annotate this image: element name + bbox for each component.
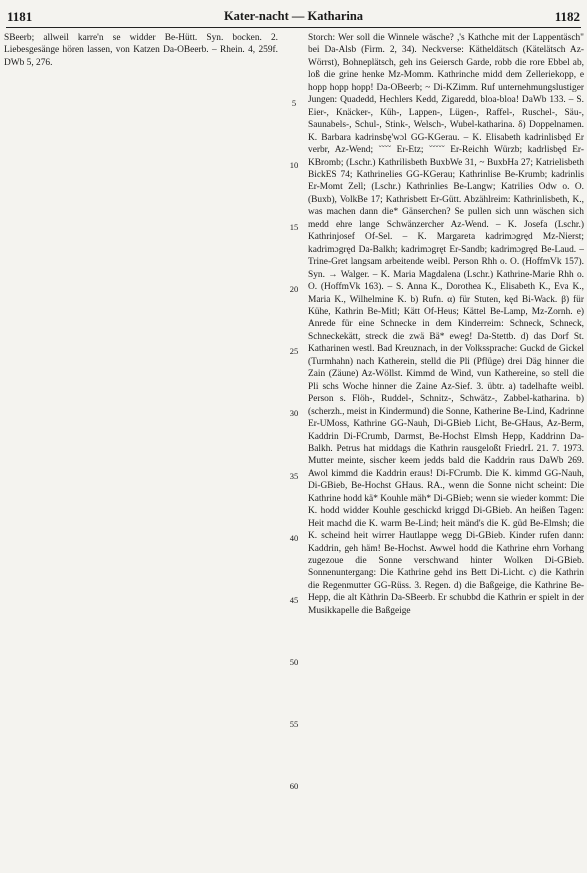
- line-number: 10: [289, 160, 299, 170]
- line-number: 20: [289, 284, 299, 294]
- line-number: 40: [289, 533, 299, 543]
- line-number: 50: [289, 657, 299, 667]
- right-column: [308, 32, 584, 617]
- right-column-text: Storch: Wer soll die Winnele wäsche? ,'s Kathche mit der Lappentäsch" bei Da-Alsb (Firm. 2, 34). Neckverse: Kätheldätsch (Kätelätsch Az-Wörrst), Bohneplätsch, geh ins Geiersch Garde, robb die rore Ebbel ab, loß die grine henke Mz-Momm. Kathrinche midd dem Zelleriekopp, e hopp hopp hopp! Da-OBeerb; ~ Di-KZimm. Ruf unternehmungslustiger Jungen: Quadedd, Hechlers Kedd, Zigaredd, bloa-bloa! DaWb 133. – S. Eier-, Knäcker-, Küh-, Lappen-, Lügen-, Raffel-, Ruschel-, Säu-, Saunabels-, Schul-, Stink-, Welsch-, Wubel-katharina. δ) Doppelnamen. K. Barbara kadrinsbę'wɔl GG-KGerau. – K. Elisabeth kadrinlisbęd Er verbr, Az-Wend; ˘˘˘˘ Er-Etz; ˘˘˘˘˘ Er-Reichh Würzb; kadrlisbęd Er-KBromb; (Lschr.) Kathrilisbeth BuxbWe 31, ~ BuxbHa 27; Katrielisbeth BickES 74; Kathrinelies GG-KGerau; Kathrinlise Be-Krumb; kadrinlis Er-Momt Zell; (Lschr.) Kathrinlies Be-Langw; Katrilies Odw o. O. (Buxb), VolkBe 17; Kathrisbett Er-Gütt. Abzählreim: Kathrinlisbeth, K., was machen dann die* Gänserchen? Se pullen sich unn wäschen sich medd ehre lange Schwänzercher Az-Wend. – K. Josefa (Lschr.) Kathrinjosef Of-Sel. – K. Margareta kadrimɔgręd Mz-Nierst; kadrimɔgręd Da-Balkh; kadrimɔgręt Er-Sandb; kadrimɔgręd Be-Laud. – Trine-Gret langsam arbeitende weibl. Person Rhh o. O. (HoffmVk 157). Syn. → Walger. – K. Maria Magdalena (Lschr.) Kathrine-Marie Rhh o. O. (HoffmVk 163). – S. Anna K., Dorothea K., Elisabeth K., Eva K., Maria K., Wilhelmine K. b) Rufn. α) für Stuten, kęd Bi-Wack. β) für Kühe, Kathrin Be-Mitl; Kätt Of-Heus; Kättel Be-Lamp, Mz-Zornh. e) Anrede für eine Schnecke in dem Kinderreim: Schneck, Schneck, Schneckekätt, streck die zwä Bä* eweg! Da-Stettb. d) das Dorf St. Katharinen westl. Bad Kreuznach, in der Volkssprache: Guckd de Gickel (Turmhahn) nach Katherein, stelld die Pli (Pflüge) drei Däg hinner die Zain (Zäune) Az-Wöllst. Kimmd de Wind, vun Kathereine, so stell die Pli schs Woche hinner die Zaine Az-Sief. 3. übtr. a) tadelhafte weibl. Person s. Flöh-, Ruddel-, Schnitz-, Schwätz-, Zabbel-katharina. b) (scherzh., meist in Kindermund) die Sonne, Katherine Be-Lind, Kadrinne Er-UMoss, Kathrine GG-Nauh, Di-GBieb Licht, Be-GHaus, Az-Berm, Kaddrin Di-FCrumb, Darmst, Be-Hochst Elmsh Hepp, Kaddrinn Da-Balkh. Petrus hat middags die Kathrin rausgeloßt FriedrL 21. 7. 1973. Mutter meinte, sischer keem jedds bald die Kaddrin raus DaWb 269. Awol kimmd die Kaddrin eraus! Di-FCrumb. Die K. kimmd GG-Nauh, Di-GBieb, Be-Hochst GHaus. RA., wenn die Sonne nicht scheint: Die Kathrine hodd kä* Kouhle mäh* Di-GBieb; wenn sie wieder kommt: Die K. hodd widder Kouhle geschickd kriggd Di-GBieb. An heißen Tagen: Heit machd die K. warm Be-Lind; heit mänd's die K. güd Be-Elmsh; die K. scheind heit wirrer Hautlappe wegg Di-GBieb. Kinder rufen dann: Kaddrin, geh häm! Be-Hochst. Awwel hodd die Kathrine ehrn Vorhang zugezoue die Sonne verschwand hinter Wolken Di-GBieb. Sonnenuntergang: Die Kathrine gehd ins Bett Di-Licht. c) die Kathrin die Regenmutter GG-Rüss. 3. Regen. d) die Baßgeige, die Kathrine Be-Hepp, die alt Kàthrin Da-SBeerb. Er schubbd die Kathrin er spielt in der Musikkapelle die Baßgeige: [308, 33, 584, 616]
- header-rule: [6, 27, 581, 28]
- line-number: 35: [289, 471, 299, 481]
- line-number: 45: [289, 595, 299, 605]
- line-number: 30: [289, 408, 299, 418]
- page-number-right: 1182: [554, 9, 580, 24]
- line-number: 5: [291, 98, 297, 108]
- left-column: [4, 32, 278, 69]
- left-column-text: SBeerb; allweil karre'n se widder Be-Hütt. Syn. bocken. 2. Liebesgesänge hören lassen, von Katzen Da-OBeerb. – Rhein. 4, 259f. DWb 5, 276.: [4, 33, 278, 68]
- page-number-left: 1181: [7, 9, 33, 24]
- running-title: Kater-nacht — Katharina: [223, 9, 364, 23]
- line-number: 15: [289, 222, 299, 232]
- page-header: [7, 9, 580, 25]
- line-number: 25: [289, 346, 299, 356]
- line-number: 55: [289, 719, 299, 729]
- line-number: 60: [289, 781, 299, 791]
